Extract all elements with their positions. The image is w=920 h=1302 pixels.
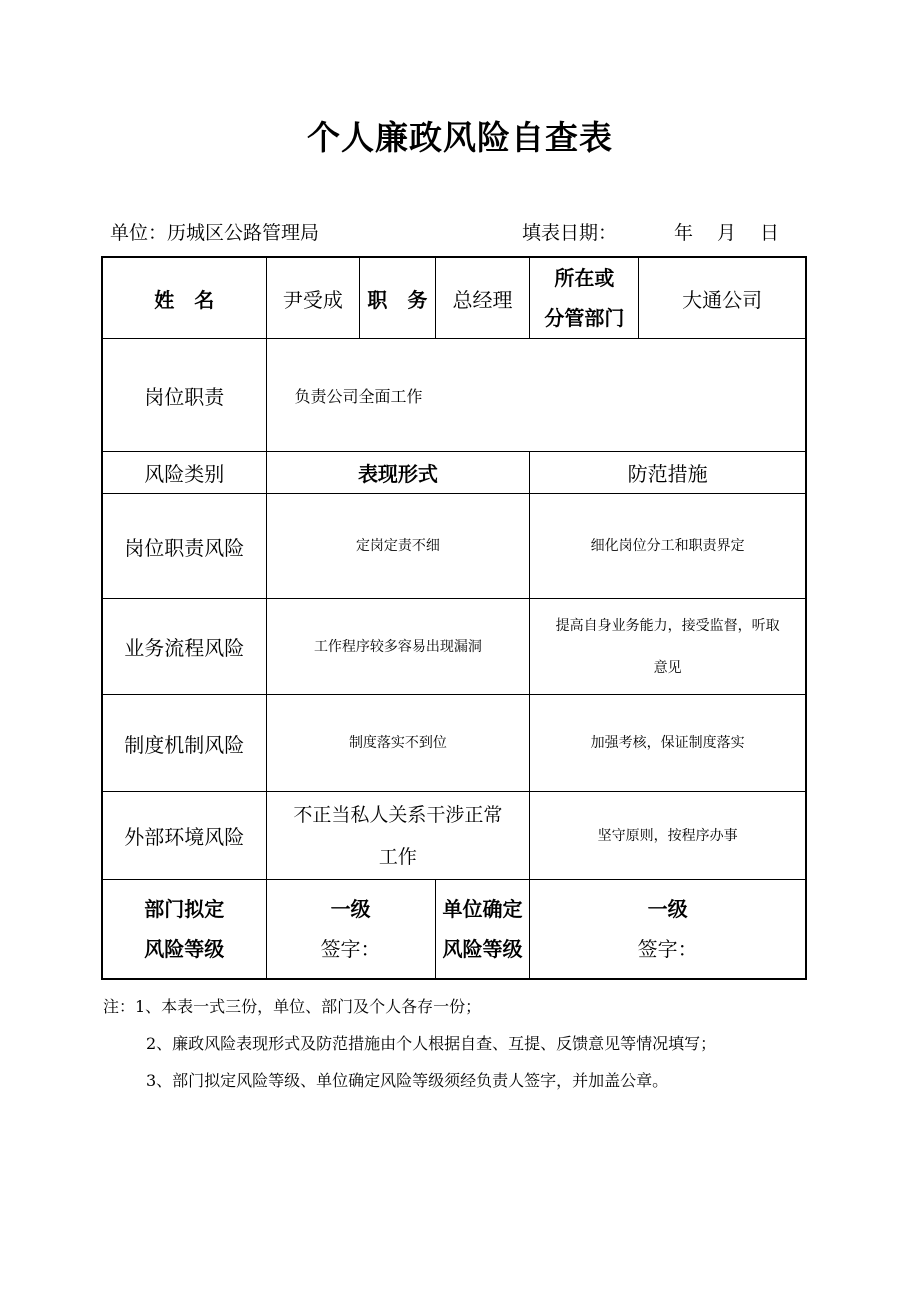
risk-category: 制度机制风险 [102,695,266,792]
unit-risk-label-line2: 风险等级 [442,936,523,961]
col-measures: 防范措施 [530,452,806,494]
dept-label [530,257,639,339]
year-field[interactable]: 年 [674,222,694,244]
risk-measures[interactable] [530,494,806,599]
name-label: 姓 名 [102,257,266,339]
dept-risk-label [102,880,266,979]
dept-level-value: 一级 [330,896,371,921]
risk-measures-line1: 加强考核，保证制度落实 [590,735,745,751]
risk-measures-line1: 提高自身业务能力，接受监督，听取 [555,617,780,634]
position-label: 职 务 [360,257,435,339]
risk-category: 外部环境风险 [102,792,266,880]
risk-form[interactable]: 制度落实不到位 [266,695,530,792]
note-1: 注：1、本表一式三份，单位、部门及个人各存一份； [103,997,482,1016]
dept-sign-label: 签字： [320,936,381,961]
date-label: 填表日期： [522,222,618,244]
risk-category: 业务流程风险 [102,599,266,695]
table-row [102,792,806,880]
note-2: 2、廉政风险表现形式及防范措施由个人根据自查、互提、反馈意见等情况填写； [146,1034,717,1053]
month-field[interactable]: 月 [717,222,737,244]
risk-measures[interactable] [530,695,806,792]
unit-risk-label [435,880,530,979]
risk-category: 岗位职责风险 [102,494,266,599]
note-3: 3、部门拟定风险等级、单位确定风险等级须经负责人签字，并加盖公章。 [146,1071,669,1090]
dept-risk-label-line1: 部门拟定 [144,896,225,921]
table-row [102,494,806,599]
risk-measures[interactable] [530,599,806,695]
date-fields [674,218,803,245]
dept-risk-level[interactable] [266,880,435,979]
column-header-row [102,452,806,494]
self-check-table [101,256,807,980]
risk-measures-line1: 坚守原则，按程序办事 [597,827,738,844]
risk-form[interactable] [266,792,530,880]
unit-level-value: 一级 [647,896,688,921]
footer-row [102,880,806,979]
duties-value[interactable]: 负责公司全面工作 [266,339,806,452]
risk-measures[interactable] [530,792,806,880]
unit-risk-label-line1: 单位确定 [442,896,523,921]
table-row [102,695,806,792]
dept-risk-label-line2: 风险等级 [144,936,225,961]
dept-label-line1: 所在或 [554,266,615,290]
day-field[interactable]: 日 [760,222,780,244]
notes [103,988,716,1099]
unit-label: 单位：历城区公路管理局 [110,222,320,244]
risk-form[interactable]: 定岗定责不细 [266,494,530,599]
risk-measures-line1: 细化岗位分工和职责界定 [590,538,745,554]
col-form: 表现形式 [266,452,530,494]
duties-row [102,339,806,452]
risk-form[interactable]: 工作程序较多容易出现漏洞 [266,599,530,695]
unit-risk-level[interactable] [530,880,806,979]
col-category: 风险类别 [102,452,266,494]
header-row [102,257,806,339]
position-value[interactable]: 总经理 [435,257,530,339]
risk-form-line2: 工作 [378,845,417,868]
duties-label: 岗位职责 [102,339,266,452]
dept-label-line2: 分管部门 [544,306,625,330]
form-title: 个人廉政风险自查表 [307,118,613,157]
dept-value[interactable]: 大通公司 [639,257,806,339]
name-value[interactable]: 尹受成 [266,257,360,339]
risk-measures-line2: 意见 [653,659,682,676]
risk-form-line1: 不正当私人关系干涉正常 [293,803,503,826]
unit-sign-label: 签字： [637,936,698,961]
table-row [102,599,806,695]
